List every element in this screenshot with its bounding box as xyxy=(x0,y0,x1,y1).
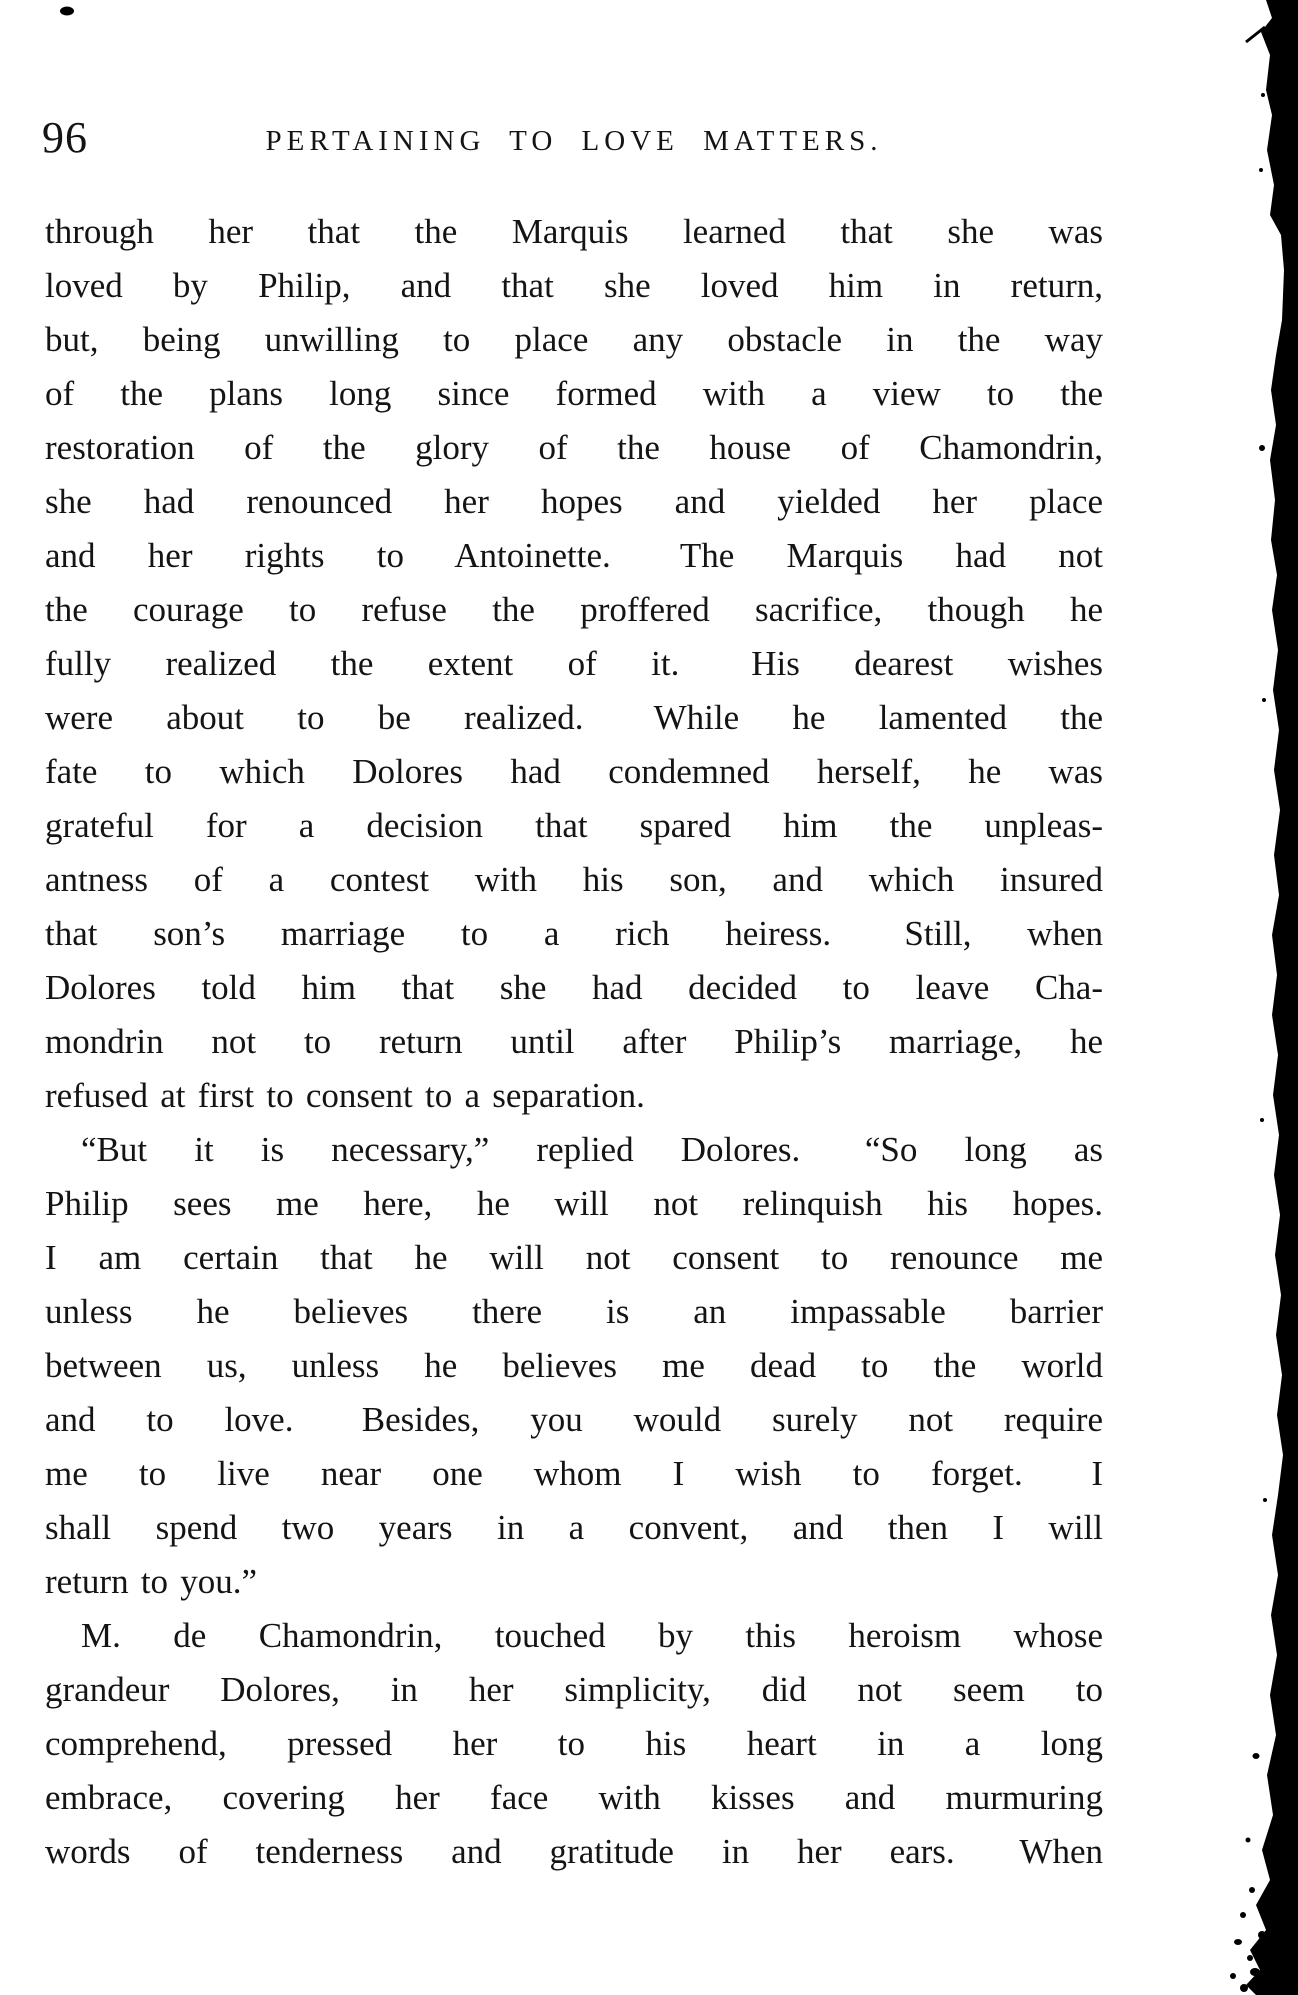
ink-speck xyxy=(1259,445,1265,451)
ink-speck xyxy=(1240,1984,1248,1992)
text-line: of the plans long since formed with a view to the xyxy=(45,374,1103,413)
text-line: between us, unless he believes me dead to the world xyxy=(45,1346,1103,1385)
text-line: return to you.” xyxy=(45,1562,258,1601)
ink-speck xyxy=(1253,1753,1260,1759)
text-line: I am certain that he will not consent to renounce me xyxy=(45,1238,1103,1277)
text-line: M. de Chamondrin, touched by this heroism whose xyxy=(81,1616,1103,1655)
text-line: grateful for a decision that spared him the unpleas- xyxy=(45,806,1103,845)
text-line: unless he believes there is an impassable barrier xyxy=(45,1292,1103,1331)
text-line: but, being unwilling to place any obstacle in the way xyxy=(45,320,1103,359)
text-line: grandeur Dolores, in her simplicity, did not seem to xyxy=(45,1670,1103,1709)
text-line: Dolores told him that she had decided to leave Cha- xyxy=(45,968,1103,1007)
text-line: refused at first to consent to a separation. xyxy=(45,1076,645,1115)
text-line: that son’s marriage to a rich heiress. Still, when xyxy=(45,914,1103,953)
ink-speck xyxy=(1261,93,1265,97)
text-line: were about to be realized. While he lamented the xyxy=(45,698,1103,737)
ink-speck xyxy=(1263,1498,1267,1502)
text-line: and her rights to Antoinette. The Marquis had not xyxy=(45,536,1103,575)
ink-speck xyxy=(1247,1955,1253,1961)
ink-speck xyxy=(1246,1838,1251,1843)
text-line: fully realized the extent of it. His dearest wishes xyxy=(45,644,1103,683)
ink-speck xyxy=(1259,168,1263,172)
text-line: fate to which Dolores had condemned herself, he was xyxy=(45,752,1103,791)
text-line: antness of a contest with his son, and which insured xyxy=(45,860,1103,899)
ink-speck xyxy=(1258,1931,1266,1939)
page-number: 96 xyxy=(42,113,88,162)
text-line: restoration of the glory of the house of Chamondrin, xyxy=(45,428,1103,467)
running-title: PERTAINING TO LOVE MATTERS. xyxy=(265,125,883,157)
text-line: comprehend, pressed her to his heart in a long xyxy=(45,1724,1103,1763)
ink-speck xyxy=(1234,1939,1242,1945)
ink-speck xyxy=(1260,1118,1264,1122)
ink-speck xyxy=(60,7,74,16)
text-line: she had renounced her hopes and yielded her place xyxy=(45,482,1103,521)
ink-speck xyxy=(1262,698,1266,702)
text-line: Philip sees me here, he will not relinquish his hopes. xyxy=(45,1184,1103,1223)
text-line: loved by Philip, and that she loved him in return, xyxy=(45,266,1103,305)
ink-speck xyxy=(1249,1887,1255,1893)
scratch-mark xyxy=(1246,27,1265,42)
ink-speck xyxy=(1230,1973,1236,1979)
text-block xyxy=(45,205,1103,1879)
ink-speck xyxy=(1240,1912,1246,1918)
text-line: “But it is necessary,” replied Dolores. “So long as xyxy=(81,1130,1103,1169)
text-line: embrace, covering her face with kisses and murmuring xyxy=(45,1778,1103,1817)
text-line: mondrin not to return until after Philip’s marriage, he xyxy=(45,1022,1103,1061)
ink-speck xyxy=(1250,1968,1260,1976)
text-line: the courage to refuse the proffered sacrifice, though he xyxy=(45,590,1103,629)
text-line: me to live near one whom I wish to forget. I xyxy=(45,1454,1103,1493)
text-line: through her that the Marquis learned that she was xyxy=(45,212,1103,251)
text-line: shall spend two years in a convent, and then I will xyxy=(45,1508,1103,1547)
text-line: words of tenderness and gratitude in her ears. When xyxy=(45,1832,1103,1871)
text-line: and to love. Besides, you would surely not require xyxy=(45,1400,1103,1439)
